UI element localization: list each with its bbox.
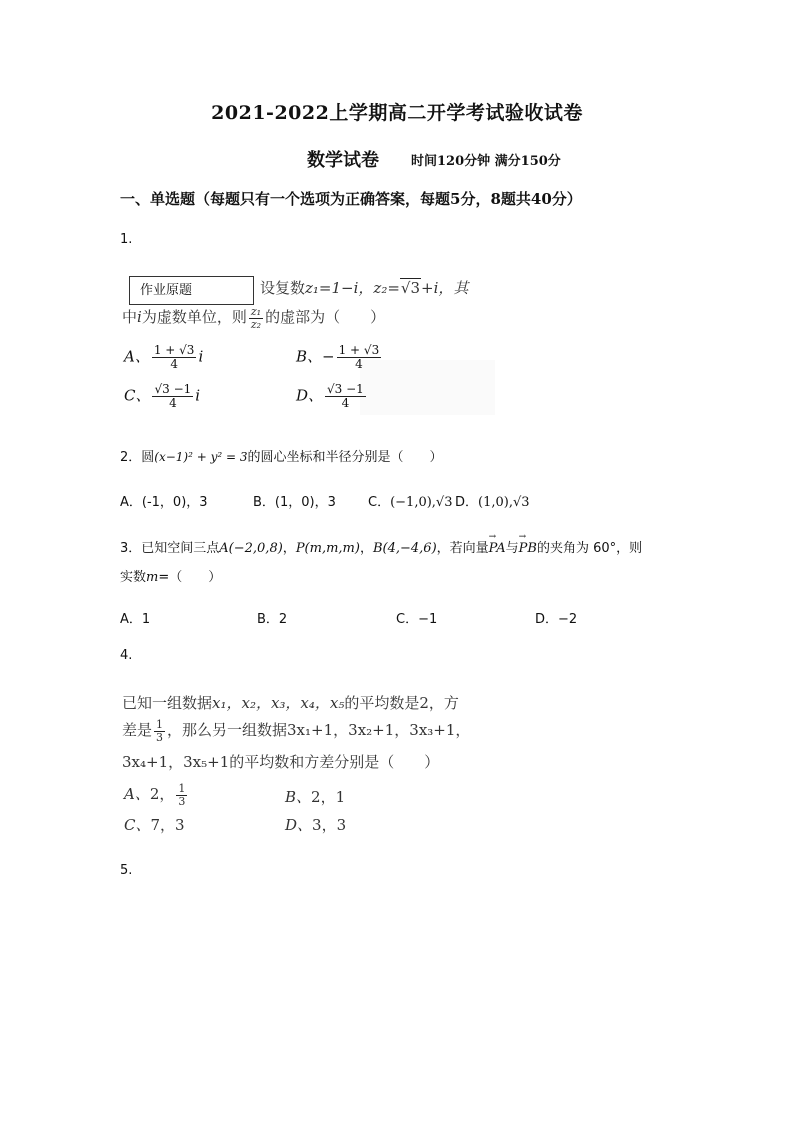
q1-number: 1.: [120, 232, 133, 247]
q1-frac-num: z₁: [250, 305, 262, 318]
q1-line2-suffix: 的虚部为（ ）: [265, 308, 386, 327]
q3-mid: ，若向量: [436, 541, 489, 556]
q2-option-d-value: (1,0),√3: [478, 495, 530, 510]
q1-z2: z₂=: [373, 279, 400, 297]
q1-option-d-num: √3 −1: [327, 382, 364, 396]
q4-option-a-value: 2，: [149, 785, 175, 804]
q1-option-b-frac: [337, 344, 382, 370]
q3-prefix: 3．已知空间三点: [120, 541, 220, 556]
q3-stem-line2: [120, 566, 221, 585]
q1-homework-box: 作业原题: [129, 276, 254, 305]
q1-z2-rest: +i，其: [421, 279, 469, 297]
exam-time-info: 时间120分钟 满分150分: [411, 154, 561, 169]
q3-suffix: 的夹角为 60°，则: [536, 541, 643, 556]
q1-option-c-frac: [152, 383, 193, 409]
q1-option-c-label: C、: [124, 386, 151, 405]
q4-option-a[interactable]: [124, 783, 189, 807]
q1-option-d-den: 4: [341, 395, 350, 410]
q3-vector-pa: → PA: [489, 541, 506, 556]
q1-line2-mid: 为虚数单位，则: [141, 308, 247, 327]
q3-option-d[interactable]: D．−2: [535, 612, 578, 627]
q3-point-p: P(m,m,m): [295, 541, 360, 556]
q1-option-a[interactable]: [124, 344, 203, 370]
q1-z1: z₁=1−i，: [305, 279, 374, 297]
q1-stem-line1: [260, 277, 468, 298]
q1-line1-prefix: 设复数: [260, 279, 306, 297]
q4-line1-prefix: 已知一组数据: [122, 694, 213, 712]
q4-option-a-frac-num: 1: [178, 782, 186, 795]
q1-option-d-label: D、: [296, 386, 324, 405]
q2-option-a[interactable]: A．(-1，0)，3: [120, 495, 208, 510]
q4-option-a-frac: [176, 783, 187, 807]
q4-option-c-value: 7，3: [150, 816, 185, 834]
exam-subtitle: 数学试卷: [307, 150, 379, 171]
q4-option-d-label: D、: [285, 816, 313, 834]
q1-sqrt3: √3: [400, 279, 421, 297]
q2-option-c-value: (−1,0),√3: [390, 495, 453, 510]
q4-line2-prefix: 差是: [122, 721, 153, 740]
q1-option-d-frac: [325, 383, 366, 409]
q3-stem-line1: 3．已知空间三点A(−2,0,8)，P(m,m,m)，B(4,−4,6)，若向量→ PA与→ PB的夹角为 60°，则: [120, 537, 642, 556]
q1-option-a-num: 1 + √3: [153, 343, 195, 357]
q1-option-d[interactable]: [296, 383, 368, 409]
q2-option-c-label: C．: [368, 495, 391, 510]
q1-frac-den: z₂: [250, 317, 262, 331]
q3-point-b: B(4,−4,6): [372, 541, 437, 556]
q4-option-b-value: 2，1: [311, 788, 346, 806]
q2-option-d-label: D．: [455, 495, 479, 510]
q2-equation: (x−1)² + y² = 3: [154, 450, 248, 464]
q4-stem-line2: [122, 719, 470, 743]
q1-option-a-tail: i: [198, 347, 204, 366]
q3-vector-pb: → PB: [519, 541, 537, 556]
q4-option-a-frac-den: 3: [178, 794, 186, 808]
q4-option-c-label: C、: [124, 816, 151, 834]
q2-stem: [120, 446, 443, 465]
q3-point-a: A(−2,0,8): [219, 541, 283, 556]
q1-line2-prefix: 中: [122, 308, 138, 327]
q1-option-b[interactable]: [296, 344, 383, 370]
q1-option-c[interactable]: [124, 383, 200, 409]
q4-stem-line1: [122, 692, 459, 713]
q3-line2-prefix: 实数: [120, 570, 147, 585]
q3-option-b[interactable]: B．2: [257, 612, 288, 627]
q4-option-b-label: B、: [285, 788, 312, 806]
section-heading: 一、单选题（每题只有一个选项为正确答案，每题5分，8题共40分）: [120, 190, 582, 208]
q2-option-c[interactable]: [368, 491, 452, 510]
q1-option-b-num: 1 + √3: [338, 343, 380, 357]
q5-number: 5.: [120, 863, 133, 878]
q2-prefix: 2．圆: [120, 450, 155, 465]
q4-option-a-label: A、: [124, 785, 150, 804]
q4-option-c[interactable]: [124, 814, 185, 835]
q1-option-b-den: 4: [355, 356, 363, 371]
q1-option-c-tail: i: [195, 386, 201, 405]
q4-stem-line3: 3x₄+1，3x₅+1的平均数和方差分别是（ ）: [122, 753, 440, 771]
q4-line1-suffix: 的平均数是2，方: [344, 694, 459, 712]
q4-option-d[interactable]: [285, 814, 346, 835]
q1-imag-unit: i: [137, 308, 142, 327]
q3-var-m: m: [146, 570, 159, 585]
q4-number: 4.: [120, 648, 133, 663]
q1-option-b-label: B、: [296, 347, 323, 366]
q3-and: 与: [505, 541, 519, 556]
exam-title: 2021-2022上学期高二开学考试验收试卷: [211, 102, 583, 124]
q1-fraction: [249, 306, 263, 330]
q4-vars: x₁，x₂，x₃，x₄，x₅: [212, 694, 345, 712]
q4-frac-den: 3: [156, 730, 164, 744]
q1-option-c-den: 4: [169, 395, 177, 410]
q3-line2-suffix: =（ ）: [158, 570, 222, 585]
q4-option-d-value: 3，3: [312, 816, 347, 834]
q4-option-b[interactable]: [285, 786, 345, 807]
q2-option-d[interactable]: [455, 491, 530, 510]
q1-option-b-sign: −: [322, 347, 335, 366]
q4-variance-frac: [154, 719, 165, 743]
q1-option-a-frac: [152, 344, 197, 370]
q1-option-a-den: 4: [170, 356, 178, 371]
q3-option-c[interactable]: C．−1: [396, 612, 438, 627]
q3-option-a[interactable]: A．1: [120, 612, 151, 627]
q2-suffix: 的圆心坐标和半径分别是（ ）: [247, 450, 443, 465]
q4-frac-num: 1: [156, 718, 164, 731]
q1-stem-line2: [122, 306, 385, 330]
q4-line2-suffix: ，那么另一组数据3x₁+1，3x₂+1，3x₃+1，: [167, 721, 471, 740]
q1-option-c-num: √3 −1: [154, 382, 192, 396]
q2-option-b[interactable]: B．(1，0)，3: [253, 495, 336, 510]
q1-option-a-label: A、: [124, 347, 150, 366]
